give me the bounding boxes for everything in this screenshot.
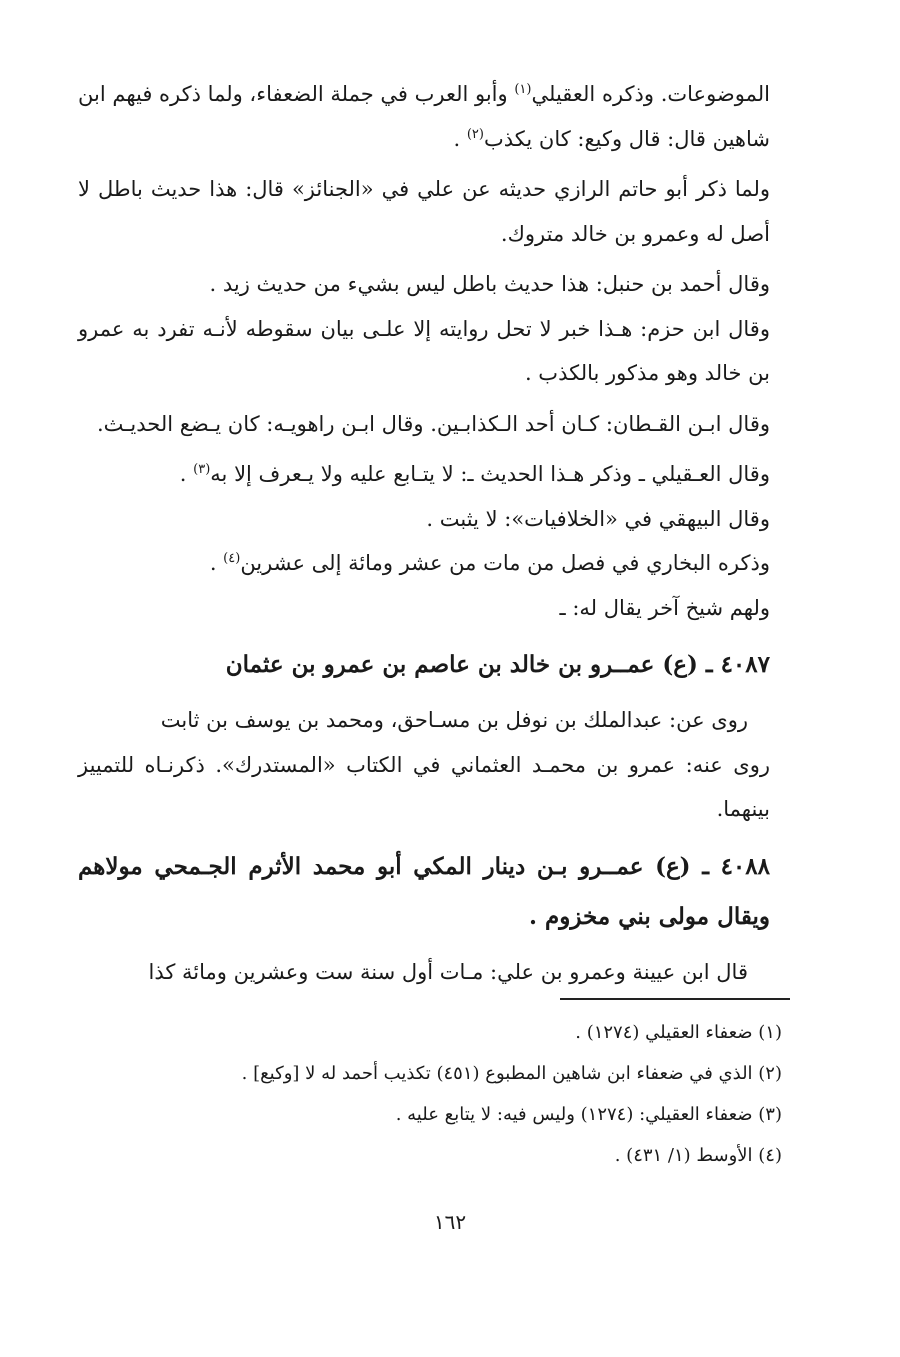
paragraph-text: وأبو العرب في جملة الضعفاء، ولما ذكره فيهم ابن شاهين قال: قال وكيع: كان يكذب [78, 82, 770, 151]
footnote-ref-3: (٣) [193, 462, 211, 477]
paragraph [78, 541, 770, 586]
footnote-ref-2: (٢) [466, 126, 484, 142]
paragraph: روى عن: عبدالملك بن نوفل بن مسـاحق، ومحمد بن يوسف بن ثابت [160, 708, 748, 732]
paragraph: روى عنه: عمرو بن محمـد العثماني في الكتاب «المستدرك». ذكرنـاه للتمييز بينهما. [78, 752, 770, 821]
paragraph-text: . [179, 462, 194, 486]
paragraph: وقال ابـن القـطان: كـان أحد الـكذابـين. وقال ابـن راهويـه: كان يـضع الحديـث. [96, 411, 770, 436]
entry-heading-4088: ٤٠٨٨ ـ (ع) عمــرو بـن دينار المكي أبو محمد الأثرم الجـمحي مولاهم ويقال مولى بني مخزوم . [78, 852, 770, 930]
entry-heading-4087: ٤٠٨٧ ـ (ع) عمــرو بن خالد بن عاصم بن عمرو بن عثمان [225, 651, 770, 678]
page-number: ١٦٢ [433, 1210, 467, 1234]
paragraph [78, 452, 770, 497]
paragraph-text: الموضوعات. وذكره العقيلي [531, 82, 770, 106]
paragraph [78, 72, 770, 161]
paragraph: وقال أحمد بن حنبل: هذا حديث باطل ليس بشيء من حديث زيد . [209, 272, 770, 296]
footnote-3: (٣) ضعفاء العقيلي: (١٢٧٤) وليس فيه: لا يتابع عليه . [395, 1104, 782, 1125]
paragraph-text: وذكره البخاري في فصل من مات من عشر ومائة إلى عشرين [240, 551, 770, 575]
paragraph: وقال البيهقي في «الخلافيات»: لا يثبت . [426, 506, 770, 531]
paragraph-text: . [209, 551, 224, 575]
footnote-2: (٢) الذي في ضعفاء ابن شاهين المطبوع (٤٥١) تكذيب أحمد له لا [وكيع] . [241, 1063, 782, 1084]
paragraph-text: وقال العـقيلي ـ وذكر هـذا الحديث ـ: لا يتـابع عليه ولا يـعرف إلا به [210, 462, 770, 486]
footnote-1: (١) ضعفاء العقيلي (١٢٧٤) . [575, 1022, 782, 1043]
paragraph: ولما ذكر أبو حاتم الرازي حديثه عن علي في «الجنائز» قال: هذا حديث باطل لا أصل له وعمرو بن خالد متروك. [78, 177, 770, 246]
footnote-4: (٤) الأوسط (١/ ٤٣١) . [614, 1145, 782, 1166]
main-text [78, 72, 770, 994]
footnote-ref-1: (١) [514, 82, 532, 97]
footnote-separator [560, 998, 790, 1000]
paragraph-text: . [453, 126, 467, 151]
footnotes [150, 1012, 782, 1176]
paragraph: وقال ابن حزم: هـذا خبر لا تحل روايته إلا علـى بيان سقوطه لأنـه تفرد به عمرو بن خالد وهو مذكور بالكذب . [78, 316, 770, 385]
paragraph: قال ابن عيينة وعمرو بن علي: مـات أول سنة ست وعشرين ومائة كذا [148, 959, 748, 984]
footnote-ref-4: (٤) [223, 551, 241, 566]
paragraph: ولهم شيخ آخر يقال له: ـ [559, 595, 770, 620]
